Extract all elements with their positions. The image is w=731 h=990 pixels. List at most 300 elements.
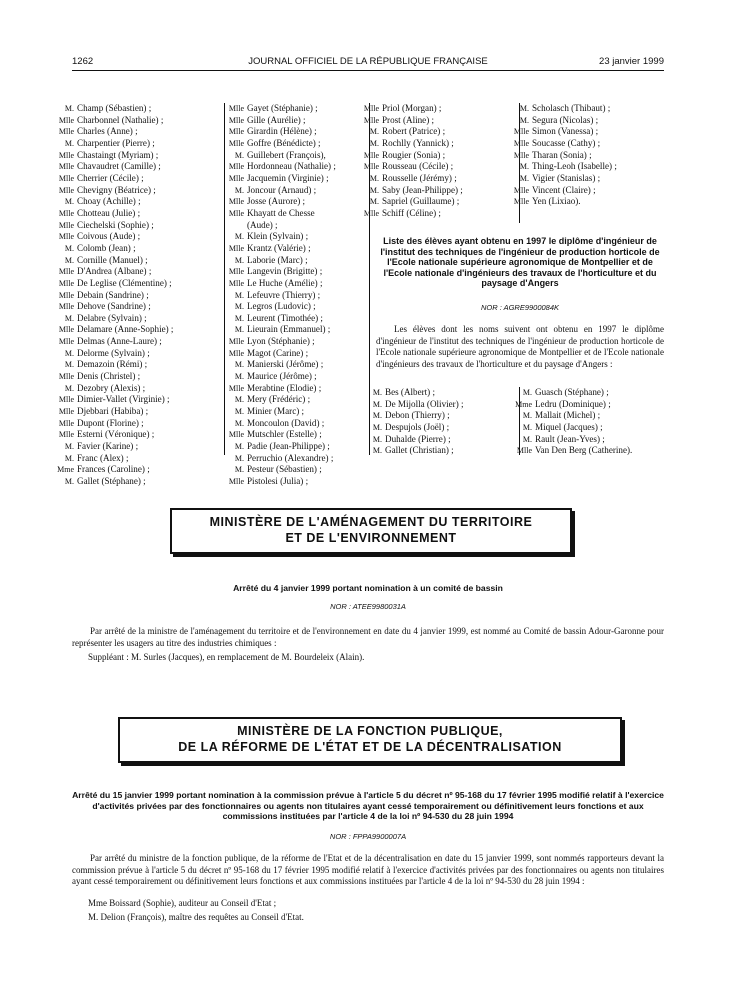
list-item <box>50 126 225 138</box>
list-item <box>220 313 370 325</box>
person-name: Dupont (Florine) ; <box>77 417 144 428</box>
civil-title: M. <box>369 185 379 195</box>
person-name: Prost (Aline) ; <box>382 114 435 125</box>
list-item <box>508 399 673 411</box>
list-item <box>355 103 515 115</box>
arrete-nor-bassin: NOR : ATEE9980031A <box>330 602 406 611</box>
person-name: Vincent (Claire) ; <box>532 184 596 195</box>
person-name: Rault (Jean-Yves) ; <box>535 433 605 444</box>
civil-title: Mlle <box>58 278 74 288</box>
list-item <box>50 324 225 336</box>
angers-names-left <box>358 387 518 457</box>
person-name: Padie (Jean-Philippe) ; <box>247 441 330 452</box>
person-name: Rousselle (Jérémy) ; <box>382 172 457 183</box>
arrete-nor-commission: NOR : FPPA9900007A <box>329 832 407 841</box>
civil-title: M. <box>64 138 74 148</box>
person-name: Chavaudret (Camille) ; <box>77 161 161 172</box>
suppleant-line: Suppléant : M. Surles (Jacques), en remplacement de M. Bourdeleix (Alain). <box>88 652 365 662</box>
person-name: De Leglise (Clémentine) ; <box>77 277 172 288</box>
list-item <box>220 290 370 302</box>
person-name: Gayet (Stéphanie) ; <box>247 103 318 113</box>
list-item <box>50 476 225 488</box>
person-name: Segura (Nicolas) ; <box>532 114 599 125</box>
list-item <box>50 336 225 348</box>
civil-title: M. <box>372 422 382 432</box>
ministry-line-1: MINISTÈRE DE LA FONCTION PUBLIQUE, <box>237 724 503 738</box>
person-name: Rochlly (Yannick) ; <box>382 137 454 148</box>
person-name: Colomb (Jean) ; <box>77 242 136 253</box>
person-name: Ledru (Dominique) ; <box>535 398 611 409</box>
civil-title: Mlle <box>58 395 74 405</box>
civil-title: M. <box>372 388 382 397</box>
person-name: Priol (Morgan) ; <box>382 103 442 113</box>
civil-title: Mlle <box>58 267 74 277</box>
civil-title: M. <box>64 383 74 393</box>
page-number: 1262 <box>72 56 94 67</box>
civil-title: M. <box>369 173 379 183</box>
ministry-heading-fonction-publique <box>118 717 622 763</box>
list-item <box>50 453 225 465</box>
civil-title: Mlle <box>228 115 244 125</box>
issue-date: 23 janvier 1999 <box>599 56 664 67</box>
person-name: Scholasch (Thibaut) ; <box>532 103 611 113</box>
list-item <box>220 406 370 418</box>
civil-title: M. <box>234 442 244 452</box>
civil-title: M. <box>64 453 74 463</box>
civil-title: M. <box>234 360 244 370</box>
list-item <box>355 208 515 220</box>
person-name: Minier (Marc) ; <box>247 406 305 417</box>
list-item <box>220 138 370 150</box>
list-item <box>50 371 225 383</box>
civil-title: Mlle <box>228 278 244 288</box>
civil-title: Mlle <box>58 185 74 195</box>
civil-title: M. <box>234 465 244 475</box>
civil-title: M. <box>369 127 379 137</box>
civil-title: M. <box>64 360 74 370</box>
person-name: Delamare (Anne-Sophie) ; <box>77 324 174 335</box>
arrete-body-commission <box>72 853 664 888</box>
civil-title: Mlle <box>228 383 244 393</box>
civil-title: Mlle <box>363 162 379 172</box>
civil-title: M. <box>519 173 529 183</box>
list-item <box>50 313 225 325</box>
person-name: Djebbari (Habiba) ; <box>77 406 149 417</box>
list-item <box>505 196 670 208</box>
person-name: Chevigny (Béatrice) ; <box>77 184 156 195</box>
list-item <box>220 418 370 430</box>
civil-title: Mlle <box>228 197 244 207</box>
list-item <box>358 434 518 446</box>
person-name: Magot (Carine) ; <box>247 347 309 358</box>
person-name: Demazoin (Rémi) ; <box>77 359 148 370</box>
list-item <box>220 278 370 290</box>
person-name: De Mijolla (Olivier) ; <box>385 398 464 409</box>
civil-title: M. <box>64 243 74 253</box>
list-item <box>50 394 225 406</box>
list-item <box>220 476 370 488</box>
civil-title: M. <box>522 434 532 444</box>
person-name: Lieurain (Emmanuel) ; <box>247 324 331 335</box>
civil-title: Mme <box>515 399 532 409</box>
list-item <box>355 115 515 127</box>
list-item <box>50 138 225 150</box>
ministry-line-1: MINISTÈRE DE L'AMÉNAGEMENT DU TERRITOIRE <box>209 515 533 529</box>
list-item <box>50 359 225 371</box>
names-column-4 <box>505 103 670 208</box>
person-name: Laborie (Marc) ; <box>247 254 308 265</box>
civil-title: M. <box>522 422 532 432</box>
list-item <box>508 422 673 434</box>
person-name: Gille (Aurélie) ; <box>247 114 306 125</box>
person-name: Charles (Anne) ; <box>77 126 138 137</box>
civil-title: Mme <box>57 465 74 475</box>
list-item <box>220 208 370 220</box>
list-item <box>50 208 225 220</box>
list-item <box>220 394 370 406</box>
person-name: Yen (Lixiao). <box>532 196 581 207</box>
civil-title: M. <box>64 104 74 113</box>
civil-title: M. <box>522 411 532 421</box>
names-column-2 <box>220 103 370 488</box>
civil-title: Mlle <box>513 197 529 207</box>
list-item <box>220 336 370 348</box>
civil-title: Mlle <box>58 325 74 335</box>
person-name: Chotteau (Julie) ; <box>77 207 141 218</box>
list-item <box>505 150 670 162</box>
civil-title: M. <box>64 255 74 265</box>
list-item <box>505 173 670 185</box>
person-name: Franc (Alex) ; <box>77 452 129 463</box>
civil-title: Mlle <box>58 290 74 300</box>
civil-title: M. <box>234 232 244 242</box>
person-name: Saby (Jean-Philippe) ; <box>382 184 463 195</box>
person-name: Manierski (Jérôme) ; <box>247 359 324 370</box>
person-name: Frances (Caroline) ; <box>77 464 150 475</box>
person-name: Duhalde (Pierre) ; <box>385 433 451 444</box>
list-item <box>220 161 370 173</box>
civil-title: Mlle <box>363 115 379 125</box>
person-name: Dehove (Sandrine) ; <box>77 301 151 312</box>
person-name: Robert (Patrice) ; <box>382 126 446 137</box>
civil-title: Mlle <box>228 173 244 183</box>
person-name: Rougier (Sonia) ; <box>382 149 446 160</box>
person-name: Jacquemin (Virginie) ; <box>247 172 329 183</box>
person-name: Pistolesi (Julia) ; <box>247 476 309 486</box>
civil-title: Mlle <box>58 407 74 417</box>
rapporteurs-list <box>88 898 664 923</box>
civil-title: Mlle <box>363 150 379 160</box>
civil-title: Mlle <box>228 104 244 113</box>
person-name: Merabtine (Elodie) ; <box>247 382 322 393</box>
person-name: Gallet (Stéphane) ; <box>77 476 146 486</box>
person-name: Guasch (Stéphane) ; <box>535 387 609 397</box>
person-name: Perruchio (Alexandre) ; <box>247 452 334 463</box>
civil-title: Mlle <box>228 243 244 253</box>
list-item <box>50 173 225 185</box>
civil-title: Mlle <box>228 348 244 358</box>
person-name: Sapriel (Guillaume) ; <box>382 196 460 207</box>
person-name: Denis (Christel) ; <box>77 371 141 382</box>
list-item <box>50 220 225 232</box>
angers-list-title: Liste des élèves ayant obtenu en 1997 le diplôme d'ingénieur de l'institut des techniques de l'ingénieur de production horticole de l'Ecole nationale supérieure agronomique de Montpellier et de l'Ecole nationale d'ingénieurs des travaux de l'horticulture et du paysage d'Angers <box>380 236 660 288</box>
list-item <box>358 410 518 422</box>
civil-title: M. <box>234 418 244 428</box>
person-name: Choay (Achille) ; <box>77 196 141 207</box>
civil-title: M. <box>372 399 382 409</box>
list-item <box>220 324 370 336</box>
civil-title: Mlle <box>513 127 529 137</box>
list-item <box>220 220 370 232</box>
person-name: Soucasse (Cathy) ; <box>532 137 601 148</box>
list-item <box>220 441 370 453</box>
arrete-body-text: Par arrêté du ministre de la fonction publique, de la réforme de l'Etat et de la décentralisation en date du 15 janvier 1999, sont nommés rapporteurs devant la commission prévue à l'article 5 du décret nº 95-168 du 17 février 1995 modifié relatif à l'exercice d'activités privées par des fonctionnaires ou agents non titulaires ayant cessé temporairement ou définitivement leurs fonctions et aux commissions instituées par l'article 4 de la loi nº 94-530 du 28 juin 1994 : <box>72 853 664 886</box>
person-name: Vigier (Stanislas) ; <box>532 172 601 183</box>
person-name: Coivous (Aude) ; <box>77 231 141 242</box>
list-item <box>220 429 370 441</box>
civil-title: M. <box>234 325 244 335</box>
list-item <box>355 173 515 185</box>
list-item <box>508 434 673 446</box>
list-item <box>220 150 370 162</box>
list-item <box>505 185 670 197</box>
list-item <box>220 115 370 127</box>
list-item <box>355 185 515 197</box>
list-item <box>220 383 370 395</box>
person-name: Bes (Albert) ; <box>385 387 436 397</box>
person-name: Lyon (Stéphanie) ; <box>247 336 315 347</box>
civil-title: Mlle <box>58 127 74 137</box>
list-item <box>505 115 670 127</box>
civil-title: Mlle <box>58 418 74 428</box>
civil-title: M. <box>234 255 244 265</box>
civil-title: Mlle <box>58 173 74 183</box>
civil-title: M. <box>519 115 529 125</box>
civil-title: Mlle <box>58 337 74 347</box>
list-item <box>50 115 225 127</box>
person-name: Leurent (Timothée) ; <box>247 312 323 323</box>
civil-title: M. <box>234 453 244 463</box>
list-item <box>355 138 515 150</box>
list-item <box>505 126 670 138</box>
person-name: Lefeuvre (Thierry) ; <box>247 289 321 300</box>
angers-names-right <box>508 387 673 457</box>
angers-nor: NOR : AGRE9900084K <box>480 303 560 312</box>
civil-title: M. <box>372 434 382 444</box>
person-name: Champ (Sébastien) ; <box>77 103 152 113</box>
person-name: Le Huche (Amélie) ; <box>247 277 323 288</box>
civil-title: Mlle <box>513 138 529 148</box>
names-column-3 <box>355 103 515 220</box>
person-name: Mery (Frédéric) ; <box>247 394 311 405</box>
list-item <box>220 126 370 138</box>
list-item <box>355 126 515 138</box>
civil-title: Mlle <box>363 104 379 113</box>
civil-title: M. <box>234 185 244 195</box>
person-name: Gallet (Christian) ; <box>385 445 454 456</box>
person-name: Delorme (Sylvain) ; <box>77 347 150 358</box>
civil-title: M. <box>234 290 244 300</box>
civil-title: M. <box>234 313 244 323</box>
rapporteur-line: M. Delion (François), maître des requêtes au Conseil d'Etat. <box>88 911 304 922</box>
ministry-line-2: DE LA RÉFORME DE L'ÉTAT ET DE LA DÉCENTRALISATION <box>178 740 562 754</box>
person-name: Mallait (Michel) ; <box>535 410 601 421</box>
person-name: Girardin (Hélène) ; <box>247 126 317 137</box>
ministry-line-2: ET DE L'ENVIRONNEMENT <box>285 531 457 545</box>
angers-intro <box>376 324 664 370</box>
civil-title: Mlle <box>58 115 74 125</box>
civil-title: M. <box>64 348 74 358</box>
person-name: Van Den Berg (Catherine). <box>535 445 633 456</box>
person-name: Favier (Karine) ; <box>77 441 139 452</box>
person-name: Charbonnel (Nathalie) ; <box>77 114 164 125</box>
list-item <box>220 301 370 313</box>
person-name: Joncour (Arnaud) ; <box>247 184 317 195</box>
person-name: Moncoulon (David) ; <box>247 417 325 428</box>
civil-title: M. <box>369 197 379 207</box>
civil-title: Mlle <box>228 337 244 347</box>
person-name: Debain (Sandrine) ; <box>77 289 149 300</box>
person-name: Thing-Leoh (Isabelle) ; <box>532 161 617 172</box>
person-name: Pesteur (Sébastien) ; <box>247 464 322 475</box>
list-item <box>50 243 225 255</box>
list-item <box>508 387 673 399</box>
list-item <box>50 150 225 162</box>
arrete-body-bassin <box>72 626 664 664</box>
list-item <box>508 445 673 457</box>
person-name: Charpentier (Pierre) ; <box>77 137 155 148</box>
civil-title: M. <box>234 372 244 382</box>
civil-title: Mlle <box>58 232 74 242</box>
person-name: Langevin (Brigitte) ; <box>247 266 323 277</box>
list-item <box>505 161 670 173</box>
list-item <box>50 348 225 360</box>
names-column-1 <box>50 103 225 488</box>
civil-title: M. <box>234 150 244 160</box>
list-item <box>50 231 225 243</box>
civil-title: M. <box>64 477 74 486</box>
person-name: Cornille (Manuel) ; <box>77 254 148 265</box>
person-name: Delmas (Anne-Laure) ; <box>77 336 162 347</box>
civil-title: M. <box>234 407 244 417</box>
person-name: (Aude) ; <box>247 219 278 230</box>
list-item <box>220 103 370 115</box>
civil-title: M. <box>372 411 382 421</box>
person-name: Goffre (Bénédicte) ; <box>247 137 321 148</box>
list-item <box>220 359 370 371</box>
civil-title: Mlle <box>58 372 74 382</box>
civil-title: Mlle <box>58 302 74 312</box>
person-name: Guillebert (François), <box>247 149 326 160</box>
civil-title: M. <box>64 442 74 452</box>
civil-title: Mlle <box>228 267 244 277</box>
list-item <box>358 422 518 434</box>
person-name: Chastaingt (Myriam) ; <box>77 149 159 160</box>
list-item <box>50 278 225 290</box>
list-item <box>220 371 370 383</box>
person-name: Cherrier (Cécile) ; <box>77 172 144 183</box>
page-header <box>72 56 664 71</box>
civil-title: Mlle <box>58 430 74 440</box>
list-item <box>50 441 225 453</box>
civil-title: M. <box>519 162 529 172</box>
list-item <box>505 103 670 115</box>
list-item <box>50 290 225 302</box>
person-name: Delabre (Sylvain) ; <box>77 312 147 323</box>
civil-title: M. <box>234 395 244 405</box>
person-name: Klein (Sylvain) ; <box>247 231 309 242</box>
journal-title: JOURNAL OFFICIEL DE LA RÉPUBLIQUE FRANÇAISE <box>248 56 488 67</box>
civil-title: Mlle <box>363 208 379 218</box>
person-name: Miquel (Jacques) ; <box>535 421 603 432</box>
person-name: Hordonneau (Nathalie) ; <box>247 161 336 172</box>
civil-title: Mlle <box>228 477 244 486</box>
civil-title: Mlle <box>58 208 74 218</box>
person-name: Maurice (Jérôme) ; <box>247 371 317 382</box>
list-item <box>508 410 673 422</box>
person-name: Rousseau (Cécile) ; <box>382 161 454 172</box>
list-item <box>220 255 370 267</box>
person-name: Schiff (Céline) ; <box>382 207 441 218</box>
list-item <box>220 231 370 243</box>
list-item <box>220 243 370 255</box>
list-item <box>358 399 518 411</box>
arrete-title-bassin: Arrêté du 4 janvier 1999 portant nomination à un comité de bassin <box>233 583 503 593</box>
ministry-heading-amenagement <box>170 508 572 554</box>
list-item <box>50 429 225 441</box>
list-item <box>50 185 225 197</box>
list-item <box>50 406 225 418</box>
person-name: Simon (Vanessa) ; <box>532 126 599 137</box>
list-item <box>355 161 515 173</box>
list-item <box>50 161 225 173</box>
civil-title: M. <box>519 104 529 113</box>
list-item <box>50 464 225 476</box>
list-item <box>220 348 370 360</box>
rapporteur-line: Mme Boissard (Sophie), auditeur au Conseil d'Etat ; <box>88 898 277 908</box>
civil-title: M. <box>234 302 244 312</box>
list-item <box>358 445 518 457</box>
list-item <box>220 464 370 476</box>
person-name: Debon (Thierry) ; <box>385 410 450 421</box>
list-item <box>50 266 225 278</box>
arrete-title-commission: Arrêté du 15 janvier 1999 portant nomination à la commission prévue à l'article 5 du décret nº 95-168 du 17 février 1995 modifié relatif à l'exercice d'activités privées par des fonctionnaires ou agents non titulaires ayant cessé temporairement ou définitivement leurs fonctions et aux commissions instituées par l'article 4 de la loi nº 94-530 du 28 juin 1994 <box>72 790 664 821</box>
list-item <box>50 196 225 208</box>
civil-title: Mlle <box>513 150 529 160</box>
person-name: Dimier-Vallet (Virginie) ; <box>77 394 170 405</box>
list-item <box>50 383 225 395</box>
list-item <box>50 103 225 115</box>
person-name: Josse (Aurore) ; <box>247 196 306 207</box>
civil-title: Mlle <box>228 162 244 172</box>
civil-title: M. <box>64 197 74 207</box>
person-name: Esterni (Véronique) ; <box>77 429 155 440</box>
person-name: Mutschler (Estelle) ; <box>247 429 322 440</box>
person-name: Despujols (Joël) ; <box>385 421 450 432</box>
list-item <box>220 196 370 208</box>
civil-title: M. <box>522 388 532 397</box>
list-item <box>220 173 370 185</box>
person-name: D'Andrea (Albane) ; <box>77 266 152 277</box>
person-name: Khayatt de Chesse <box>247 207 315 218</box>
civil-title: M. <box>64 313 74 323</box>
person-name: Ciechelski (Sophie) ; <box>77 219 154 230</box>
civil-title: Mlle <box>228 127 244 137</box>
civil-title: Mlle <box>228 138 244 148</box>
list-item <box>220 185 370 197</box>
list-item <box>358 387 518 399</box>
civil-title: M. <box>369 138 379 148</box>
